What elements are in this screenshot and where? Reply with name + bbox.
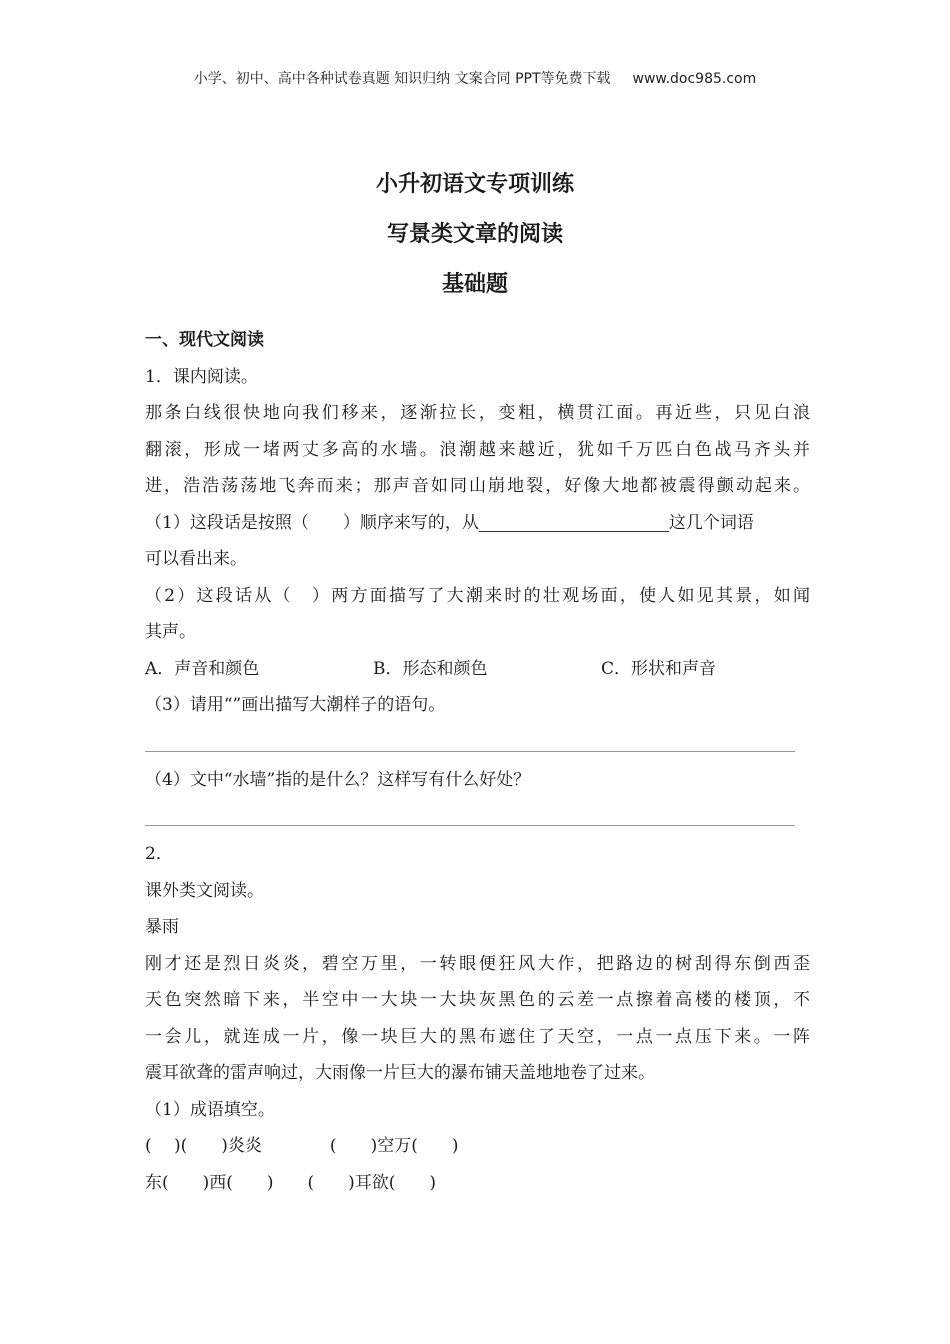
q1-options: [145, 651, 810, 688]
header-site-url[interactable]: www.doc985.com: [632, 71, 757, 87]
q2-passage-line: 一会儿，就连成一片，像一块巨大的黑布遮住了天空，一点一点压下来。一阵: [145, 1026, 810, 1047]
page-header: [0, 68, 950, 88]
title-block: [0, 160, 950, 310]
q1-sub3: （3）请用“”画出描写大潮样子的语句。: [145, 695, 446, 715]
q2-intro: 课外类文阅读。: [145, 880, 264, 901]
q1-sub2-continuation: 其声。: [145, 622, 196, 642]
q2-passage-line: 震耳欲聋的雷声响过，大雨像一片巨大的瀑布铺天盖地地卷了过来。: [145, 1063, 655, 1083]
header-tagline: 小学、初中、高中各种试卷真题 知识归纳 文案合同 PPT等免费下载: [193, 71, 611, 87]
q1-sub1: [145, 505, 810, 542]
q1-passage-line: 进，浩浩荡荡地飞奔而来；那声音如同山崩地裂，好像大地都被震得颤动起来。: [145, 476, 810, 496]
q1-sub1-continuation: 可以看出来。: [145, 549, 247, 569]
option-a[interactable]: A．声音和颜色: [145, 658, 260, 679]
answer-blank[interactable]: [479, 509, 669, 532]
q1-sub4: （4）文中“水墙”指的是什么？这样写有什么好处？: [145, 769, 531, 790]
q1-sub1-text: （1）这段话是按照（ ）顺序来写的，从: [145, 512, 479, 533]
idiom-fill-row[interactable]: ( )( )炎炎 ( )空万( ): [145, 1136, 459, 1156]
q1-sub2: （2）这段话从（ ）两方面描写了大潮来时的壮观场面，使人如见其景，如闻: [145, 585, 810, 606]
section-heading: 一、现代文阅读: [145, 330, 264, 350]
q2-passage-line: 刚才还是烈日炎炎，碧空万里，一转眼便狂风大作，把路边的树刮得东倒西歪: [145, 953, 810, 974]
option-c[interactable]: C．形状和声音: [601, 658, 717, 679]
q2-sub1: （1）成语填空。: [145, 1099, 275, 1120]
q1-sub1-text-end: 这几个词语: [668, 512, 754, 533]
main-title: 小升初语文专项训练: [375, 172, 574, 197]
answer-line[interactable]: [145, 798, 810, 836]
q1-passage-line: 翻滚，形成一堵两丈多高的水墙。浪潮越来越近，犹如千万匹白色战马齐头并: [145, 439, 810, 460]
level-title: 基础题: [441, 272, 508, 297]
q2-label: 2．: [145, 844, 173, 864]
q2-passage-line: 天色突然暗下来，半空中一大块一大块灰黑色的云差一点擦着高楼的楼顶，不: [145, 990, 810, 1010]
idiom-fill-row[interactable]: 东( )西( ) ( )耳欲( ): [145, 1172, 437, 1193]
q2-story-title: 暴雨: [145, 917, 179, 937]
answer-line[interactable]: [145, 724, 810, 762]
q1-label: 1．课内阅读。: [145, 366, 258, 387]
sub-title: 写景类文章的阅读: [386, 222, 563, 247]
option-b[interactable]: B．形态和颜色: [373, 658, 488, 679]
q1-passage-line: 那条白线很快地向我们移来，逐渐拉长，变粗，横贯江面。再近些，只见白浪: [145, 403, 810, 423]
exam-content: [145, 322, 810, 1201]
